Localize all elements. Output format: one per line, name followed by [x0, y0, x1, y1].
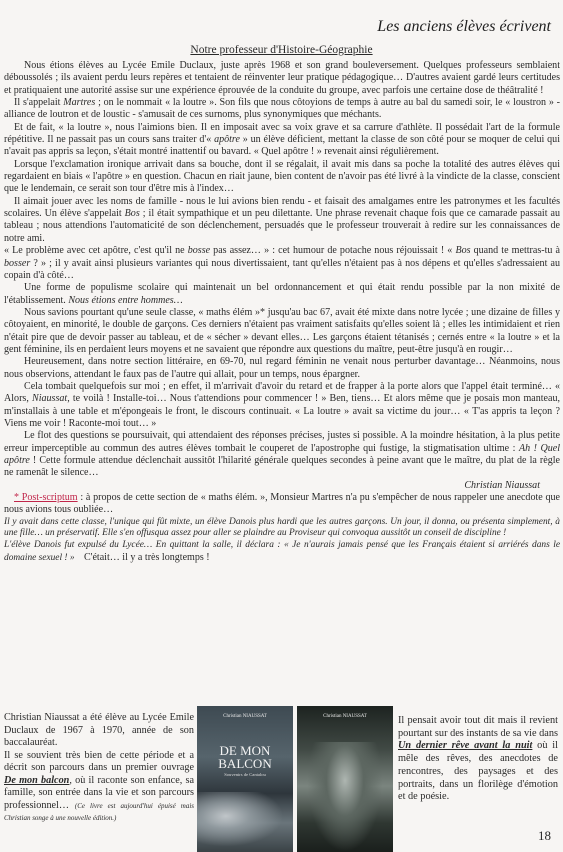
paragraph: Il s'appelait Martres ; on le nommait « la loutre ». Son fils que nous côtoyions de temps à autre au bal du samedi soir, le « loustron » - alliance de loutron et de loustic - s'amusait de ces surnoms, plus synonymiques que méchants.	[4, 97, 560, 121]
book-cover-de-mon-balcon	[197, 706, 293, 852]
paragraph: Le flot des questions se poursuivait, qui attendaient des réponses précises, justes si possible. A la moindre hésitation, à la plus petite erreur imperceptible au commun des autres élèves tombait le couperet de l'apostrophe qui fustige, la stigmatisation ultime : Ah ! Quel apôtre ! Cette formule attendue déclenchait aussitôt l'hilarité générale quelques secondes à peine avant que le maître, du plat de la règle ne ramenât le silence…	[4, 430, 561, 479]
book-title-link: De mon balcon	[4, 774, 70, 786]
author-bio: Christian Niaussat a été élève au Lycée Emile Duclaux de 1967 à 1970, année de son baccalauréat. Il se souvient très bien de cette période et a décrit son parcours dans un premier ouvrage De mon balcon, où il raconte son enfance, sa famille, son entrée dans la vie et son parcours professionnel… (Ce livre est aujourd'hui épuisé mais Christian songe à une nouvelle édition.)	[4, 712, 194, 823]
book-author: Christian NIAUSSAT	[323, 714, 367, 719]
edition-note: (Ce livre est aujourd'hui épuisé mais Christian songe à une nouvelle édition.)	[4, 801, 194, 823]
postscript: * Post-scriptum : à propos de cette section de « maths élém. », Monsieur Martres n'a pu s'empêcher de nous rappeler une anecdote que nous avions tous oubliée…	[4, 492, 560, 516]
paragraph: Nous étions élèves au Lycée Emile Duclaux, juste après 1968 et son grand bouleversement. Quelques professeurs semblaient déboussolés ; ils avaient perdu leurs repères et tentaient de réinventer leur pratique pédagogique… D'autres avaient gardé leurs certitudes et pratiquaient une autorité assise sur une expérience éprouvée de la conduite du groupe, avec parfois une certaine dose de théâtralité !	[4, 60, 560, 96]
second-book-blurb: Il pensait avoir tout dit mais il revient pourtant sur des instants de sa vie dans Un dernier rêve avant la nuit où il mêle des rêves, des anecdotes de rencontres, des paysages et des portraits, dans un florilège d'émotion et de poésie.	[398, 715, 558, 803]
book-title-link: Un dernier rêve avant la nuit	[398, 740, 533, 752]
article-title: Notre professeur d'Histoire-Géographie	[190, 44, 373, 56]
page-number: 18	[538, 828, 551, 843]
paragraph: Lorsque l'exclamation ironique arrivait dans sa bouche, dont il se régalait, il avait mis dans sa poche la totalité des autres élèves qui regardaient en biais « l'apôtre » en question. Chacun en riait jaune, bien content de n'avoir pas été livré à la vindicte de la classe, conscient que le lendemain, ce serait son tour d'être mis à l'index…	[4, 158, 560, 195]
article-body	[4, 60, 560, 564]
tree-illustration	[307, 742, 383, 852]
book-subtitle: Souvenirs de Cantalou	[224, 772, 266, 777]
sea-illustration	[197, 792, 293, 852]
paragraph: Il aimait jouer avec les noms de famille - nous le lui avions bien rendu - et faisait des amalgames entre les patronymes et les facultés scolaires. Un élève s'appelait Bos ; il était sympathique et un peu dilettante. Une phrase revenait chaque fois que ce camarade passait au tableau ; nous attendions l'automaticité de son déclenchement, persuadés que le professeur trouverait à redire sur les connaissances de notre ami.	[4, 195, 560, 244]
running-head: Les anciens élèves écrivent	[377, 18, 551, 35]
book-title: DE MON BALCON	[218, 743, 272, 771]
postscript-label: * Post-scriptum	[14, 492, 78, 504]
paragraph: Cela tombait quelquefois sur moi ; en effet, il m'arrivait d'avoir du retard et de frapper à la porte alors que l'appel était terminé… « Alors, Niaussat, te voilà ! Installe-toi… Nous t'attendions pour commencer ! » Ben, tiens… Et alors même que je posais mon manteau, m'installais à une table et m'épongeais le front, le discours continuait. « La loutre » avait sa victime du jour… « T'as appris ta leçon ? Viens me voir ! Raconte-moi tout… »	[4, 380, 560, 429]
book-cover-un-dernier-reve	[297, 706, 393, 852]
paragraph: Et de fait, « la loutre », nous l'aimions bien. Il en imposait avec sa voix grave et sa carrure d'athlète. Il possédait l'art de la formule répétitive. Il ne passait pas un cours sans traiter d'« apôtre » un élève déficient, mettant la classe de son côté pour se moquer de celui qui n'avait pas appris sa leçon, s'était montré inattentif ou bavard. « Quel apôtre ! » revenait ainsi régulièrement.	[4, 121, 560, 158]
postscript-quote: L'élève Danois fut expulsé du Lycée… En quittant la salle, il déclara : « Je n'aurais jamais pensé que les Français étaient si arriérés dans le domaine sexuel ! » C'était… il y a très longtemps !	[4, 539, 560, 563]
paragraph: Heureusement, dans notre section littéraire, en 69-70, nul regard féminin ne venait nous perturber davantage… Néanmoins, nous nous observions, attendant le faux pas de l'autre qui allait, pour un temps, nous épargner.	[4, 356, 560, 380]
paragraph: Nous savions pourtant qu'une seule classe, « maths élém »* jusqu'au bac 67, avait été mixte dans notre lycée ; une dizaine de filles y côtoyaient, en minorité, le double de garçons. Ces derniers n'étaient pas vraiment satisfaits qu'elles soient là ; elles les intimidaient et rien n'était pire que de devoir passer au tableau, et de « sécher » devant elles… Les garçons étaient tétanisés ; cernés entre « la loutre » et la gent féminine, ils en perdaient leurs moyens et ne savaient que répondre aux questions du maître, peut-être jusqu'à en rougir…	[4, 306, 560, 355]
paragraph: Une forme de populisme scolaire qui maintenait un bel ordonnancement et qui était rendu possible par la non mixité de l'établissement. Nous étions entre hommes…	[4, 282, 560, 306]
book-author: Christian NIAUSSAT	[223, 714, 267, 719]
paragraph: « Le problème avec cet apôtre, c'est qu'il ne bosse pas assez… » : cet humour de potache nous réjouissait ! « Bos quand te mettras-tu à bosser ? » ; il y avait ainsi plusieurs variantes qui nous divertissaient, tant qu'elles n'étaient pas à nos dépens et qu'elles s'adressaient au copain d'à côté…	[4, 245, 560, 281]
author-signature: Christian Niaussat	[464, 479, 540, 491]
postscript-quote: Il y avait dans cette classe, l'unique qui fût mixte, un élève Danois plus hardi que les autres garçons. Un jour, il donna, ou présenta simplement, à une fille… un préservatif. Elle s'en offusqua assez pour aller se plaindre au Proviseur qui convoqua aussitôt un conseil de discipline !	[4, 516, 560, 539]
